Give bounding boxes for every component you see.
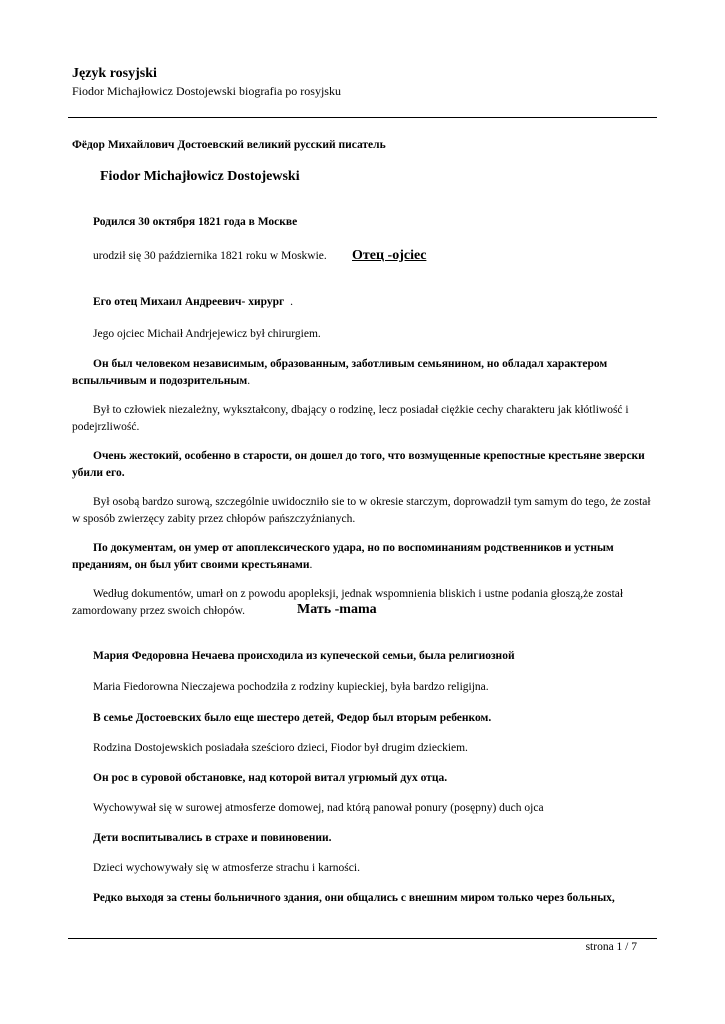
paragraph-ru-period: . [247, 375, 251, 387]
paragraph-ru-period: . [309, 559, 313, 571]
paragraph-pl: Wychowywał się w surowej atmosferze domowej, nad którą panował ponury (posępny) duch ojca [93, 802, 544, 814]
paragraph-ru [72, 540, 657, 574]
document-subtitle: Fiodor Michajłowicz Dostojewski biografia po rosyjsku [72, 84, 341, 98]
heading-ru: Фёдор Михайлович Достоевский великий русский писатель [72, 139, 386, 151]
paragraph-ru [72, 356, 657, 390]
paragraph-pl: Był osobą bardzo surową, szczególnie uwidoczniło sie to w okresie starczym, doprowadził tym samym do tego, że został w sposób zwierzęcy zabity przez chłopów pańszczyźnianych. [72, 496, 651, 525]
paragraph-ru: В семье Достоевских было еще шестеро детей, Федор был вторым ребенком. [93, 712, 492, 724]
paragraph-ru: Родился 30 октября 1821 года в Москве [93, 216, 298, 228]
paragraph-ru-period: . [290, 296, 293, 308]
vocab-note: Отец -ojciec [352, 248, 427, 263]
paragraph-ru-text: По документам, он умер от апоплексического удара, но по воспоминаниям родственников и устным преданиям, он был убит своими крестьянами [72, 542, 614, 571]
vocab-note: Мать -mama [297, 602, 377, 617]
page-number: strona 1 / 7 [585, 941, 637, 953]
document-title: Język rosyjski [72, 66, 157, 81]
paragraph-ru: Дети воспитывались в страхе и повиновении. [93, 832, 332, 844]
paragraph-pl: Był to człowiek niezależny, wykształcony, dbający o rodzinę, lecz posiadał ciężkie cechy charakteru jak kłótliwość i podejrzliwość. [72, 404, 629, 433]
paragraph-pl: Rodzina Dostojewskich posiadała sześcioro dzieci, Fiodor był drugim dzieckiem. [93, 742, 468, 754]
heading-pl: Fiodor Michajłowicz Dostojewski [100, 169, 300, 184]
paragraph-ru: Он рос в суровой обстановке, над которой витал угрюмый дух отца. [93, 772, 448, 784]
paragraph-pl: Dzieci wychowywały się w atmosferze strachu i karności. [93, 862, 360, 874]
paragraph-ru: Очень жестокий, особенно в старости, он дошел до того, что возмущенные крепостные крестьяне зверски убили его. [72, 450, 645, 479]
paragraph-pl: urodził się 30 października 1821 roku w Moskwie. [93, 250, 327, 262]
paragraph-pl: Jego ojciec Michaił Andrjejewicz był chirurgiem. [93, 328, 321, 340]
header-divider [68, 117, 657, 118]
footer-divider [68, 938, 657, 939]
paragraph-ru: Редко выходя за стены больничного здания, они общались с внешним миром только через больных, [93, 892, 615, 904]
paragraph-ru-text: Он был человеком независимым, образованным, заботливым семьянином, но обладал характером вспыльчивым и подозрительным [72, 358, 608, 387]
paragraph-ru-text: Его отец Михаил Андреевич- хирург [93, 296, 285, 308]
paragraph-ru [93, 296, 293, 308]
paragraph-pl-text: Według dokumentów, umarł on z powodu apopleksji, jednak wspomnienia bliskich i ustne podania głoszą,że został zamordowany przez swoich chłopów. [72, 588, 624, 617]
paragraph-ru: Мария Федоровна Нечаева происходила из купеческой семьи, была религиозной [93, 650, 515, 662]
paragraph-pl: Maria Fiedorowna Nieczajewa pochodziła z rodziny kupieckiej, była bardzo religijna. [93, 681, 489, 693]
